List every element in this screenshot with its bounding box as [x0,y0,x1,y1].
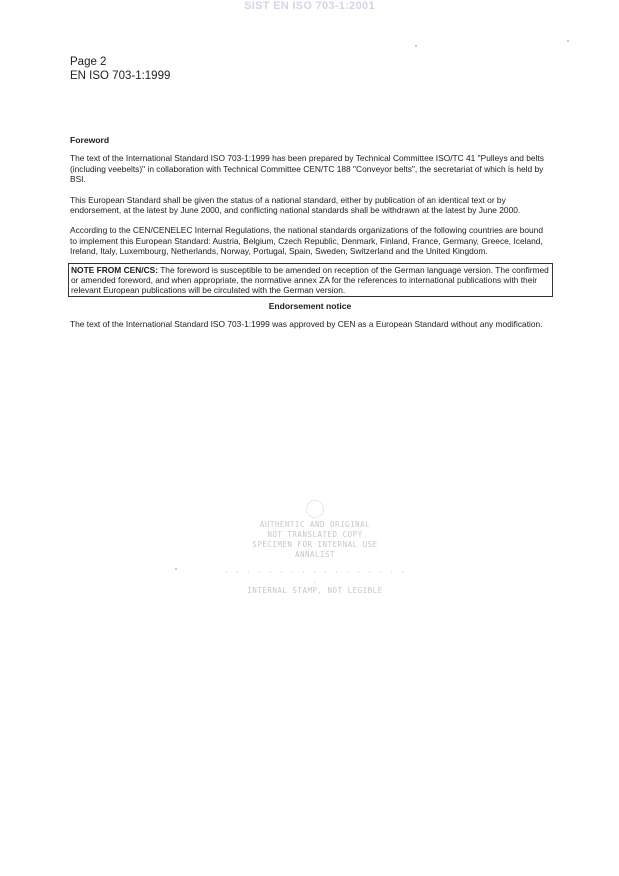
cen-note-box [68,263,553,298]
foreword-paragraph-1: The text of the International Standard ISO 703-1:1999 has been prepared by Technical Committee ISO/TC 41 "Pulleys and belts (including veebelts)" in collaboration with Technical Committee CEN/TC 188 "Conveyor belts", the secretariat of which is held by BSI. [70,153,544,185]
page-header [70,55,170,83]
stamp-footer: INTERNAL STAMP, NOT LEGIBLE [247,586,383,595]
scan-speck [415,45,417,47]
note-text: The foreword is susceptible to be amended on reception of the German language version. The confirmed or amended foreword, and when appropriate, the normative annex ZA for the references to international publications with their relevant European publications will be circulated with the German version. [71,264,549,296]
stamp-line: ANNALIST [294,550,336,559]
page-number: Page 2 [70,56,107,68]
seal-icon [306,500,324,518]
note-label: NOTE FROM CEN/CS: [71,264,159,275]
foreword-heading: Foreword [70,135,110,145]
stamp-line: AUTHENTIC AND ORIGINAL [259,520,371,529]
standard-number: EN ISO 703-1:1999 [70,70,171,82]
foreword-paragraph-2: This European Standard shall be given the status of a national standard, either by publication of an identical text or by endorsement, at the latest by June 2000, and conflicting national standards shall be withdrawn at the latest by June 2000. [70,194,521,216]
document-body [70,135,550,339]
stamp-dotted-line: . . . . . . . . . . . . . . . . . . [223,566,406,585]
stamp-line: SPECIMEN FOR INTERNAL USE [252,540,378,549]
endorsement-heading: Endorsement notice [268,301,352,312]
endorsement-text: The text of the International Standard ISO 703-1:1999 was approved by CEN as a European Standard without any modification. [70,318,543,329]
foreword-paragraph-3: According to the CEN/CENELEC Internal Regulations, the national standards organizations of the following countries are bound to implement this European Standard: Austria, Belgium, Czech Republic, Denmark, Finland, France, Germany, Greece, Iceland, Ireland, Italy, Luxembourg, Netherlands, Norway, Portugal, Spain, Sweden, Switzerland and the United Kingdom. [70,225,543,257]
scan-speck [175,568,177,570]
document-watermark: SIST EN ISO 703-1:2001 [244,0,375,12]
stamp-line: NOT TRANSLATED COPY [267,530,363,539]
scan-speck [567,40,569,42]
faded-stamp-image [220,500,410,596]
